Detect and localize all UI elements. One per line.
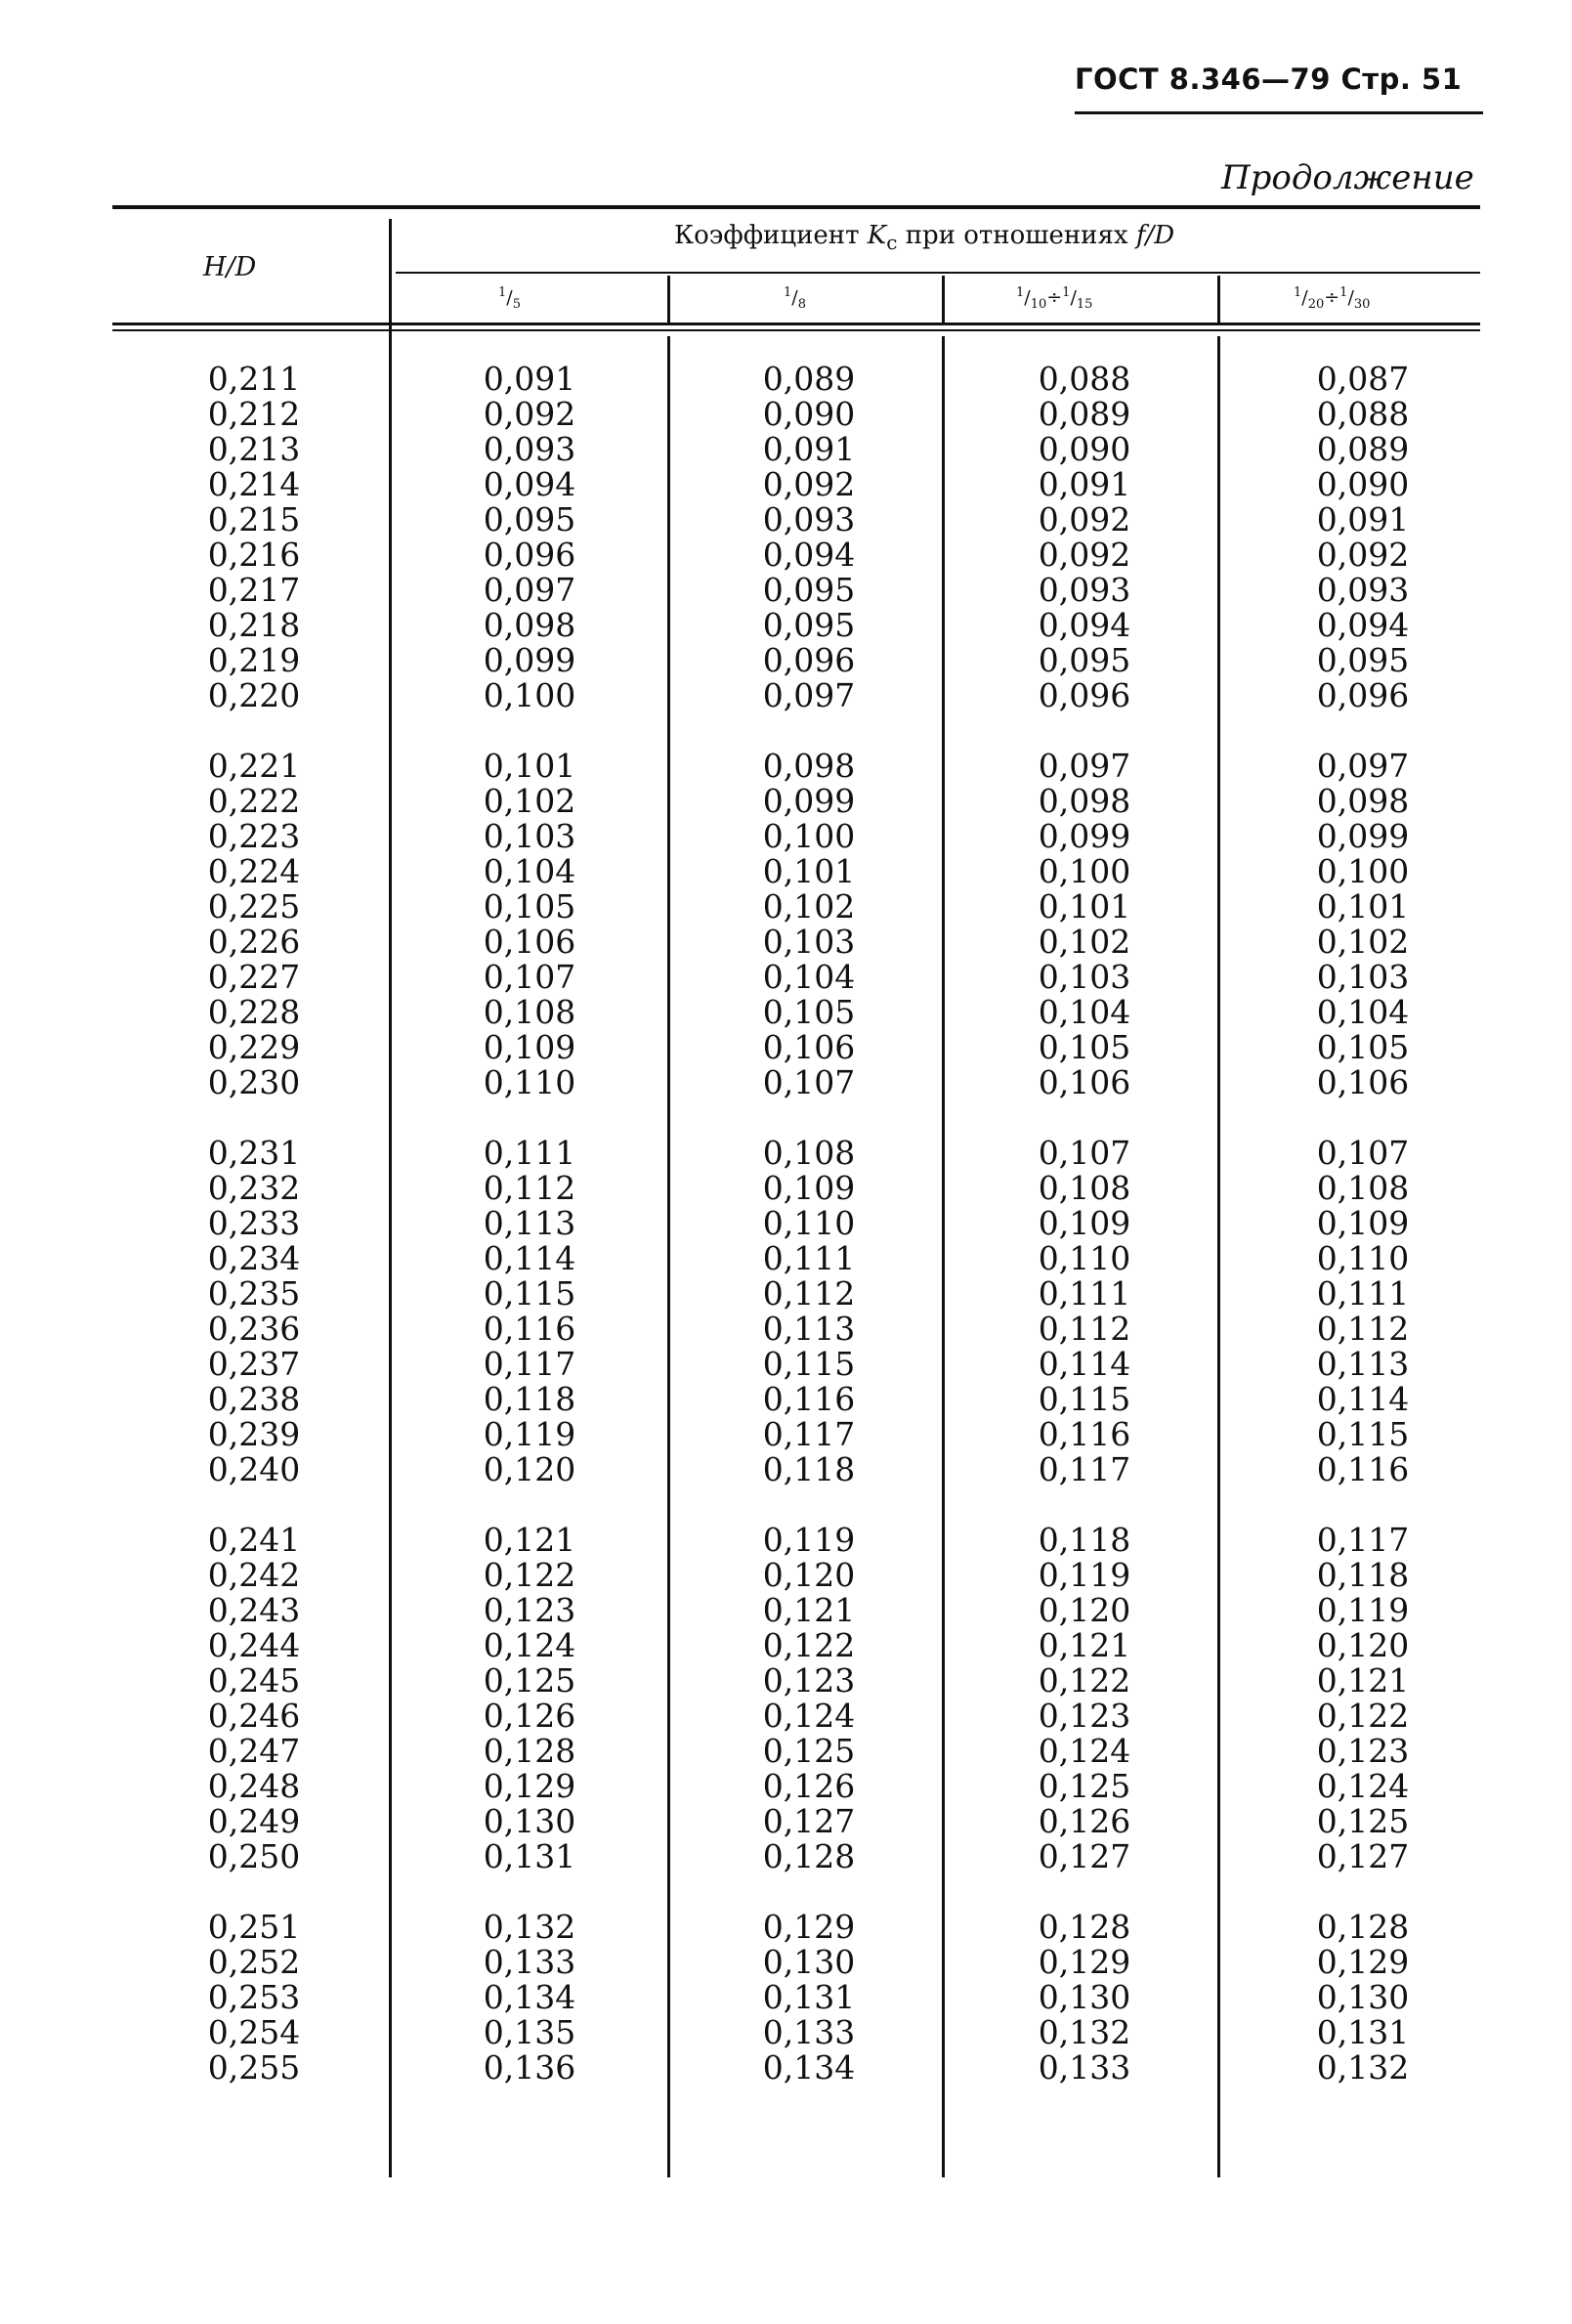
- table-cell: 0,225: [207, 887, 301, 925]
- table-cell: 0,104: [1038, 993, 1131, 1031]
- table-cell: 0,121: [1038, 1626, 1131, 1664]
- table-cell: 0,117: [762, 1415, 856, 1453]
- row-group: [1006, 1523, 1163, 1874]
- table-cell: 0,245: [207, 1661, 301, 1700]
- table-cell: 0,132: [1316, 2048, 1410, 2087]
- table-cell: 0,253: [207, 1978, 301, 2016]
- table-cell: 0,123: [1038, 1697, 1131, 1735]
- ratio-header-3: $^1/_{10}\div^1/_{15}$: [1016, 285, 1093, 313]
- table-cell: 0,130: [1316, 1978, 1410, 2016]
- table-cell: 0,215: [207, 500, 301, 538]
- table-cell: 0,243: [207, 1591, 301, 1629]
- table-cell: 0,105: [1316, 1028, 1410, 1066]
- table-cell: 0,096: [483, 536, 576, 574]
- table-cell: 0,239: [207, 1415, 301, 1453]
- table-cell: 0,110: [762, 1204, 856, 1242]
- coef-ratio: f/D: [1135, 221, 1175, 250]
- table-cell: 0,106: [1038, 1063, 1131, 1101]
- table-cell: 0,107: [762, 1063, 856, 1101]
- table-cell: 0,102: [1038, 923, 1131, 961]
- ratio-header-2: $^1/_8$: [784, 285, 806, 313]
- table-cell: 0,105: [762, 993, 856, 1031]
- table-cell: 0,117: [1038, 1450, 1131, 1488]
- table-top-rule: [112, 205, 1480, 209]
- table-cell: 0,101: [1316, 887, 1410, 925]
- table-cell: 0,103: [1316, 958, 1410, 996]
- table-cell: 0,090: [1316, 465, 1410, 503]
- row-group: [1006, 362, 1163, 713]
- table-cell: 0,092: [483, 395, 576, 433]
- table-cell: 0,106: [762, 1028, 856, 1066]
- table-cell: 0,092: [1038, 536, 1131, 574]
- table-cell: 0,108: [483, 993, 576, 1031]
- table-cell: 0,226: [207, 923, 301, 961]
- table-cell: 0,120: [483, 1450, 576, 1488]
- table-cell: 0,211: [207, 360, 301, 398]
- table-cell: 0,133: [483, 1943, 576, 1981]
- table-cell: 0,097: [483, 571, 576, 609]
- coef-header-rule: [396, 272, 1480, 274]
- table-cell: 0,217: [207, 571, 301, 609]
- table-cell: 0,122: [1038, 1661, 1131, 1700]
- table-cell: 0,214: [207, 465, 301, 503]
- table-cell: 0,113: [483, 1204, 576, 1242]
- table-cell: 0,112: [1038, 1310, 1131, 1348]
- table-cell: 0,230: [207, 1063, 301, 1101]
- table-cell: 0,241: [207, 1521, 301, 1559]
- table-cell: 0,098: [1316, 782, 1410, 820]
- table-cell: 0,091: [1038, 465, 1131, 503]
- table-cell: 0,129: [1316, 1943, 1410, 1981]
- table-cell: 0,102: [483, 782, 576, 820]
- table-cell: 0,128: [1316, 1908, 1410, 1946]
- table-cell: 0,249: [207, 1802, 301, 1840]
- table-cell: 0,108: [1316, 1169, 1410, 1207]
- row-group: [1285, 749, 1441, 1100]
- table-cell: 0,100: [1038, 852, 1131, 890]
- table-cell: 0,220: [207, 676, 301, 714]
- table-cell: 0,250: [207, 1837, 301, 1875]
- row-group: [1006, 749, 1163, 1100]
- table-cell: 0,093: [1038, 571, 1131, 609]
- coef-suffix: при отношениях: [905, 221, 1128, 250]
- table-cell: 0,122: [483, 1556, 576, 1594]
- table-cell: 0,212: [207, 395, 301, 433]
- table-cell: 0,119: [483, 1415, 576, 1453]
- table-cell: 0,089: [762, 360, 856, 398]
- table-cell: 0,107: [1038, 1134, 1131, 1172]
- table-cell: 0,107: [483, 958, 576, 996]
- row-group: [176, 1910, 332, 2086]
- col-divider-2: [667, 276, 670, 323]
- table-cell: 0,126: [762, 1767, 856, 1805]
- table-cell: 0,106: [483, 923, 576, 961]
- table-cell: 0,095: [1038, 641, 1131, 679]
- table-cell: 0,251: [207, 1908, 301, 1946]
- col-divider-4: [1217, 276, 1220, 323]
- row-group: [1285, 1910, 1441, 2086]
- row-group: [1285, 1136, 1441, 1487]
- table-cell: 0,121: [762, 1591, 856, 1629]
- row-group: [176, 1523, 332, 1874]
- table-cell: 0,223: [207, 817, 301, 855]
- table-cell: 0,112: [762, 1274, 856, 1313]
- table-cell: 0,109: [762, 1169, 856, 1207]
- table-cell: 0,095: [762, 571, 856, 609]
- table-cell: 0,123: [1316, 1732, 1410, 1770]
- continued-label: Продолжение: [1221, 158, 1474, 197]
- table-cell: 0,237: [207, 1345, 301, 1383]
- table-cell: 0,093: [483, 430, 576, 468]
- table-cell: 0,114: [1316, 1380, 1410, 1418]
- table-cell: 0,242: [207, 1556, 301, 1594]
- ratio-1-10-15-column: [1006, 362, 1163, 2121]
- table-cell: 0,103: [762, 923, 856, 961]
- table-cell: 0,129: [1038, 1943, 1131, 1981]
- table-cell: 0,100: [1316, 852, 1410, 890]
- row-group: [731, 1523, 887, 1874]
- table-cell: 0,125: [483, 1661, 576, 1700]
- table-cell: 0,118: [1038, 1521, 1131, 1559]
- table-cell: 0,221: [207, 747, 301, 785]
- table-cell: 0,124: [1316, 1767, 1410, 1805]
- row-group: [1006, 1910, 1163, 2086]
- hd-column-header: H/D: [203, 252, 257, 282]
- table-cell: 0,120: [1316, 1626, 1410, 1664]
- row-group: [731, 362, 887, 713]
- table-cell: 0,118: [1316, 1556, 1410, 1594]
- table-cell: 0,229: [207, 1028, 301, 1066]
- page-header: ГОСТ 8.346—79 Стр. 51: [1075, 63, 1463, 96]
- table-cell: 0,216: [207, 536, 301, 574]
- table-cell: 0,101: [762, 852, 856, 890]
- table-cell: 0,099: [762, 782, 856, 820]
- ratio-header-1: $^1/_5$: [498, 285, 521, 313]
- table-cell: 0,128: [762, 1837, 856, 1875]
- row-group: [451, 1523, 608, 1874]
- row-group: [731, 1910, 887, 2086]
- table-cell: 0,127: [1316, 1837, 1410, 1875]
- table-cell: 0,119: [1316, 1591, 1410, 1629]
- table-cell: 0,088: [1316, 395, 1410, 433]
- table-cell: 0,087: [1316, 360, 1410, 398]
- table-cell: 0,232: [207, 1169, 301, 1207]
- row-group: [1285, 362, 1441, 713]
- table-cell: 0,091: [1316, 500, 1410, 538]
- table-cell: 0,118: [762, 1450, 856, 1488]
- table-cell: 0,120: [1038, 1591, 1131, 1629]
- table-cell: 0,219: [207, 641, 301, 679]
- header-bottom-rule-2: [112, 329, 1480, 331]
- table-cell: 0,247: [207, 1732, 301, 1770]
- table-cell: 0,093: [1316, 571, 1410, 609]
- table-cell: 0,124: [483, 1626, 576, 1664]
- table-cell: 0,222: [207, 782, 301, 820]
- table-cell: 0,119: [762, 1521, 856, 1559]
- table-cell: 0,116: [762, 1380, 856, 1418]
- table-cell: 0,117: [483, 1345, 576, 1383]
- table-cell: 0,233: [207, 1204, 301, 1242]
- table-cell: 0,132: [1038, 2013, 1131, 2051]
- table-cell: 0,124: [762, 1697, 856, 1735]
- table-cell: 0,102: [1316, 923, 1410, 961]
- table-cell: 0,134: [483, 1978, 576, 2016]
- table-cell: 0,135: [483, 2013, 576, 2051]
- table-cell: 0,099: [483, 641, 576, 679]
- ratio-1-8-column: [731, 362, 887, 2121]
- table-cell: 0,128: [1038, 1908, 1131, 1946]
- table-cell: 0,246: [207, 1697, 301, 1735]
- table-cell: 0,099: [1038, 817, 1131, 855]
- row-group: [176, 749, 332, 1100]
- table-cell: 0,244: [207, 1626, 301, 1664]
- table-cell: 0,126: [483, 1697, 576, 1735]
- table-cell: 0,126: [1038, 1802, 1131, 1840]
- table-cell: 0,111: [1038, 1274, 1131, 1313]
- table-cell: 0,097: [1316, 747, 1410, 785]
- table-cell: 0,111: [483, 1134, 576, 1172]
- coef-prefix: Коэффициент: [674, 221, 860, 250]
- table-cell: 0,121: [483, 1521, 576, 1559]
- table-cell: 0,096: [1316, 676, 1410, 714]
- row-group: [176, 362, 332, 713]
- col-divider-1: [389, 219, 392, 2177]
- table-cell: 0,097: [1038, 747, 1131, 785]
- table-cell: 0,231: [207, 1134, 301, 1172]
- table-cell: 0,130: [762, 1943, 856, 1981]
- table-cell: 0,136: [483, 2048, 576, 2087]
- table-cell: 0,240: [207, 1450, 301, 1488]
- table-cell: 0,092: [1316, 536, 1410, 574]
- table-cell: 0,101: [1038, 887, 1131, 925]
- table-cell: 0,098: [483, 606, 576, 644]
- table-cell: 0,213: [207, 430, 301, 468]
- table-cell: 0,111: [762, 1239, 856, 1277]
- table-cell: 0,103: [483, 817, 576, 855]
- table-cell: 0,109: [1038, 1204, 1131, 1242]
- col-divider-3-body: [942, 336, 945, 2177]
- table-cell: 0,107: [1316, 1134, 1410, 1172]
- table-cell: 0,125: [1316, 1802, 1410, 1840]
- table-cell: 0,255: [207, 2048, 301, 2087]
- table-cell: 0,094: [483, 465, 576, 503]
- table-cell: 0,109: [483, 1028, 576, 1066]
- table-cell: 0,125: [1038, 1767, 1131, 1805]
- table-cell: 0,100: [483, 676, 576, 714]
- ratio-1-20-30-column: [1285, 362, 1441, 2121]
- table-cell: 0,116: [1316, 1450, 1410, 1488]
- table-cell: 0,092: [762, 465, 856, 503]
- table-cell: 0,099: [1316, 817, 1410, 855]
- table-cell: 0,118: [483, 1380, 576, 1418]
- table-cell: 0,131: [762, 1978, 856, 2016]
- table-cell: 0,115: [762, 1345, 856, 1383]
- table-cell: 0,105: [1038, 1028, 1131, 1066]
- row-group: [451, 362, 608, 713]
- col-divider-2-body: [667, 336, 670, 2177]
- table-cell: 0,129: [483, 1767, 576, 1805]
- row-group: [1285, 1523, 1441, 1874]
- table-cell: 0,116: [1038, 1415, 1131, 1453]
- ratio-1-5-column: [451, 362, 608, 2121]
- table-cell: 0,248: [207, 1767, 301, 1805]
- row-group: [731, 749, 887, 1100]
- table-cell: 0,112: [1316, 1310, 1410, 1348]
- table-cell: 0,252: [207, 1943, 301, 1981]
- table-cell: 0,110: [1316, 1239, 1410, 1277]
- table-cell: 0,130: [483, 1802, 576, 1840]
- table-cell: 0,113: [1316, 1345, 1410, 1383]
- table-cell: 0,129: [762, 1908, 856, 1946]
- table-cell: 0,098: [1038, 782, 1131, 820]
- table-cell: 0,091: [483, 360, 576, 398]
- table-cell: 0,116: [483, 1310, 576, 1348]
- table-cell: 0,238: [207, 1380, 301, 1418]
- hd-values-column: [176, 362, 332, 2121]
- table-cell: 0,254: [207, 2013, 301, 2051]
- table-cell: 0,094: [1316, 606, 1410, 644]
- table-cell: 0,092: [1038, 500, 1131, 538]
- table-cell: 0,131: [1316, 2013, 1410, 2051]
- table-cell: 0,095: [762, 606, 856, 644]
- row-group: [176, 1136, 332, 1487]
- table-cell: 0,110: [1038, 1239, 1131, 1277]
- table-cell: 0,112: [483, 1169, 576, 1207]
- table-cell: 0,089: [1316, 430, 1410, 468]
- table-cell: 0,104: [762, 958, 856, 996]
- table-cell: 0,123: [762, 1661, 856, 1700]
- table-cell: 0,121: [1316, 1661, 1410, 1700]
- table-cell: 0,114: [483, 1239, 576, 1277]
- table-cell: 0,095: [1316, 641, 1410, 679]
- table-cell: 0,120: [762, 1556, 856, 1594]
- row-group: [451, 1910, 608, 2086]
- table-cell: 0,103: [1038, 958, 1131, 996]
- table-cell: 0,123: [483, 1591, 576, 1629]
- table-cell: 0,098: [762, 747, 856, 785]
- table-cell: 0,128: [483, 1732, 576, 1770]
- table-cell: 0,106: [1316, 1063, 1410, 1101]
- table-cell: 0,132: [483, 1908, 576, 1946]
- table-cell: 0,124: [1038, 1732, 1131, 1770]
- table-cell: 0,218: [207, 606, 301, 644]
- table-cell: 0,096: [1038, 676, 1131, 714]
- col-divider-4-body: [1217, 336, 1220, 2177]
- table-cell: 0,102: [762, 887, 856, 925]
- table-cell: 0,090: [1038, 430, 1131, 468]
- table-cell: 0,094: [762, 536, 856, 574]
- table-cell: 0,131: [483, 1837, 576, 1875]
- table-cell: 0,133: [762, 2013, 856, 2051]
- table-cell: 0,117: [1316, 1521, 1410, 1559]
- table-cell: 0,104: [483, 852, 576, 890]
- table-cell: 0,235: [207, 1274, 301, 1313]
- table-cell: 0,100: [762, 817, 856, 855]
- table-cell: 0,236: [207, 1310, 301, 1348]
- table-cell: 0,133: [1038, 2048, 1131, 2087]
- table-cell: 0,109: [1316, 1204, 1410, 1242]
- table-cell: 0,134: [762, 2048, 856, 2087]
- row-group: [1006, 1136, 1163, 1487]
- table-cell: 0,105: [483, 887, 576, 925]
- table-cell: 0,125: [762, 1732, 856, 1770]
- row-group: [451, 749, 608, 1100]
- table-cell: 0,097: [762, 676, 856, 714]
- table-cell: 0,114: [1038, 1345, 1131, 1383]
- table-cell: 0,111: [1316, 1274, 1410, 1313]
- header-rule: [1075, 111, 1483, 114]
- table-cell: 0,089: [1038, 395, 1131, 433]
- table-cell: 0,094: [1038, 606, 1131, 644]
- table-cell: 0,101: [483, 747, 576, 785]
- table-cell: 0,227: [207, 958, 301, 996]
- table-cell: 0,093: [762, 500, 856, 538]
- col-divider-3: [942, 276, 945, 323]
- table-cell: 0,228: [207, 993, 301, 1031]
- table-cell: 0,119: [1038, 1556, 1131, 1594]
- table-cell: 0,095: [483, 500, 576, 538]
- table-cell: 0,115: [1038, 1380, 1131, 1418]
- header-bottom-rule-1: [112, 323, 1480, 325]
- table-cell: 0,224: [207, 852, 301, 890]
- table-cell: 0,113: [762, 1310, 856, 1348]
- table-cell: 0,115: [483, 1274, 576, 1313]
- table-cell: 0,096: [762, 641, 856, 679]
- table-cell: 0,127: [762, 1802, 856, 1840]
- table-cell: 0,115: [1316, 1415, 1410, 1453]
- row-group: [731, 1136, 887, 1487]
- table-cell: 0,234: [207, 1239, 301, 1277]
- table-cell: 0,091: [762, 430, 856, 468]
- table-cell: 0,130: [1038, 1978, 1131, 2016]
- table-cell: 0,104: [1316, 993, 1410, 1031]
- row-group: [451, 1136, 608, 1487]
- ratio-header-4: $^1/_{20}\div^1/_{30}$: [1294, 285, 1371, 313]
- table-cell: 0,088: [1038, 360, 1131, 398]
- table-cell: 0,122: [1316, 1697, 1410, 1735]
- coefficient-header: [674, 221, 1174, 254]
- table-cell: 0,108: [1038, 1169, 1131, 1207]
- table-cell: 0,122: [762, 1626, 856, 1664]
- coef-subscript: c: [886, 231, 898, 255]
- table-cell: 0,110: [483, 1063, 576, 1101]
- coef-symbol: K: [867, 221, 887, 250]
- table-cell: 0,127: [1038, 1837, 1131, 1875]
- table-cell: 0,090: [762, 395, 856, 433]
- table-cell: 0,108: [762, 1134, 856, 1172]
